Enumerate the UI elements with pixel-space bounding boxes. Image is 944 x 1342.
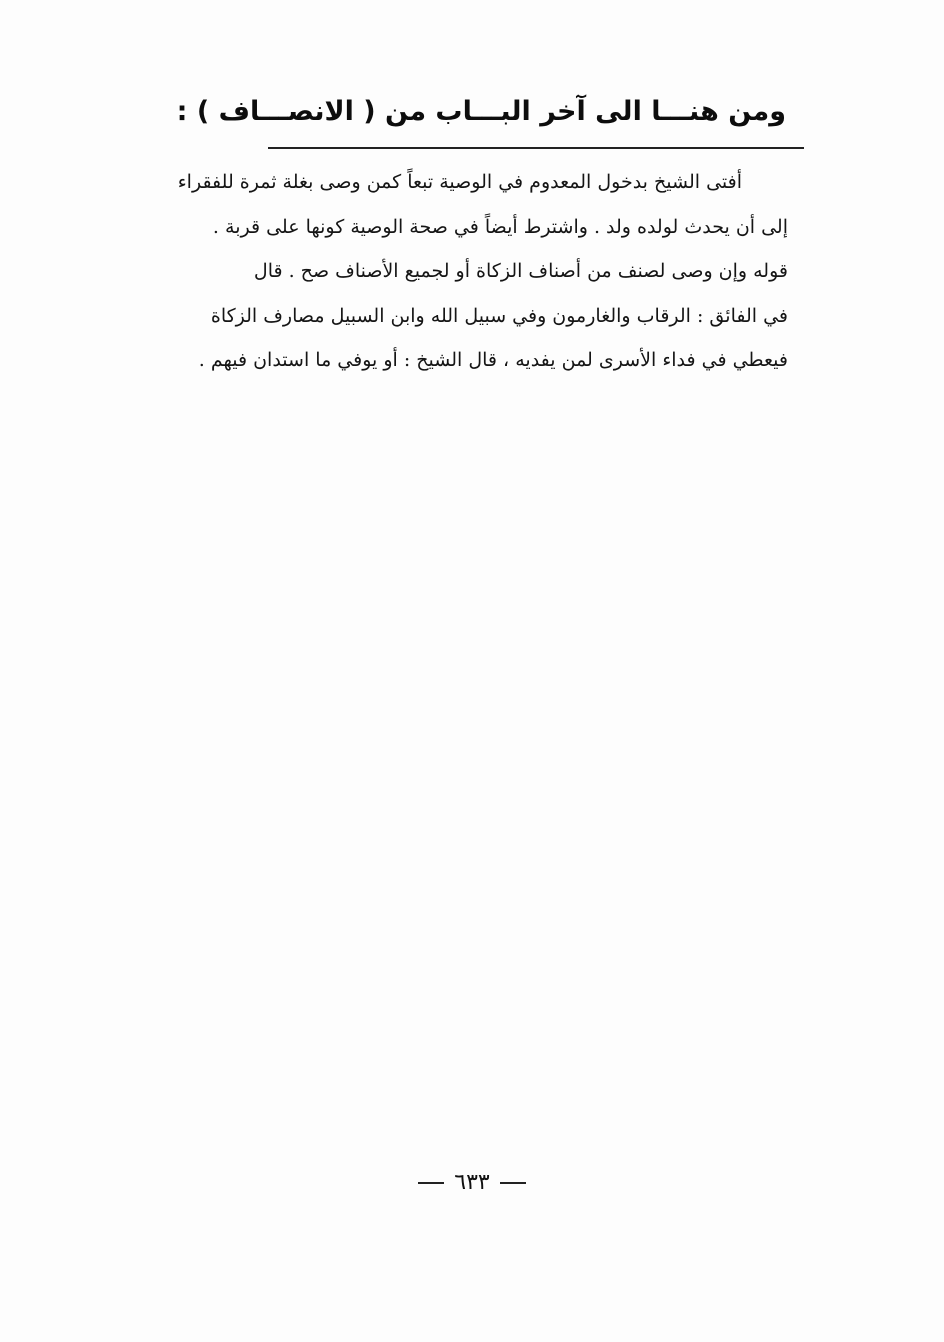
body-line: فيعطي في فداء الأسرى لمن يفديه ، قال الشيخ : أو يوفي ما استدان فيهم . xyxy=(198,349,788,371)
right-dash xyxy=(500,1182,526,1184)
body-line: أفتى الشيخ بدخول المعدوم في الوصية تبعاً كمن وصى بغلة ثمرة للفقراء xyxy=(177,171,742,193)
heading-underline xyxy=(268,147,804,149)
body-paragraph xyxy=(138,160,788,383)
body-line: في الفائق : الرقاب والغارمون وفي سبيل الله وابن السبيل مصارف الزكاة xyxy=(210,304,788,327)
section-heading: ومن هنـــا الى آخر البـــاب من ( الانصـــاف ) : xyxy=(176,96,786,127)
body-line: إلى أن يحدث لولده ولد . واشترط أيضاً في صحة الوصية كونها على قربة . xyxy=(212,215,788,238)
body-line: قوله وإن وصى لصنف من أصناف الزكاة أو لجميع الأصناف صح . قال xyxy=(253,260,788,282)
page-number-footer xyxy=(0,1170,944,1195)
left-dash xyxy=(418,1182,444,1184)
page-number: ٦٣٣ xyxy=(454,1170,490,1195)
